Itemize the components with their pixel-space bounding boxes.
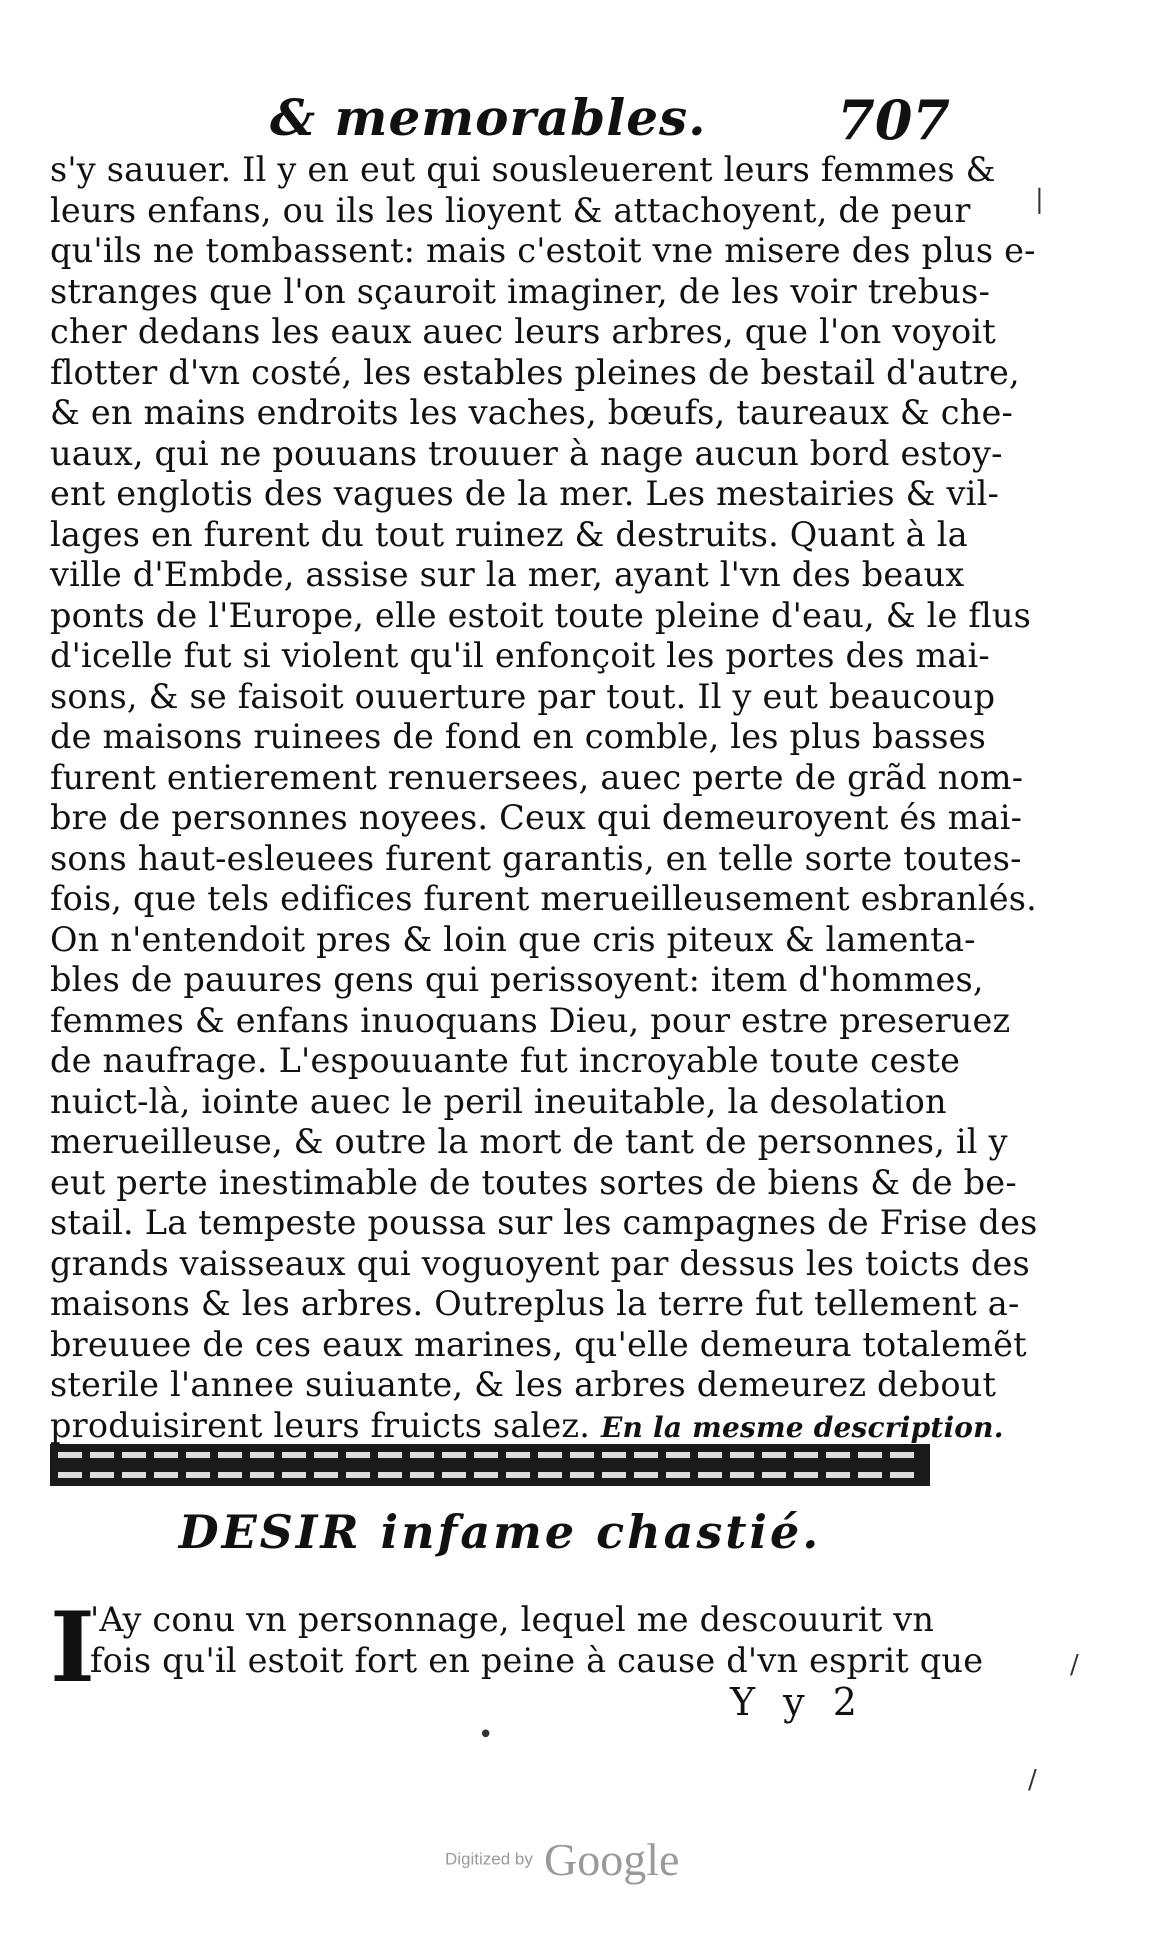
text-line: fois qu'il estoit fort en peine à cause d'vn esprit que (90, 1640, 984, 1680)
text-line: ville d'Embde, assise sur la mer, ayant l'vn des beaux (50, 555, 965, 594)
text-line: cher dedans les eaux auec leurs arbres, que l'on voyoit (50, 312, 996, 351)
text-line: d'icelle fut si violent qu'il enfonçoit les portes des mai- (50, 636, 990, 675)
text-line: 'Ay conu vn personnage, lequel me descouurit vn (90, 1600, 935, 1639)
text-line: bles de pauures gens qui perissoyent: item d'hommes, (50, 960, 984, 999)
text-line: & en mains endroits les vaches, bœufs, taureaux & che- (50, 393, 1014, 432)
watermark-brand: Google (543, 1834, 680, 1885)
text-line: maisons & les arbres. Outreplus la terre fut tellement a- (50, 1284, 1020, 1323)
text-line: furent entierement renuersees, auec perte de grãd nom- (50, 757, 1024, 797)
text-line: On n'entendoit pres & loin que cris piteux & lamenta- (50, 919, 976, 959)
source-note: En la mesme description. (601, 1410, 1004, 1444)
text-line: flotter d'vn costé, les estables pleines de bestail d'autre, (50, 352, 1020, 392)
text-line: grands vaisseaux qui voguoyent par dessus les toicts des (50, 1243, 1030, 1283)
text-line: merueilleuse, & outre la mort de tant de personnes, il y (50, 1122, 1008, 1161)
text-line: bre de personnes noyees. Ceux qui demeuroyent és mai- (50, 798, 1023, 837)
text-line: eut perte inestimable de toutes sortes de biens & de be- (50, 1162, 1017, 1202)
text-line: s'y sauuer. Il y en eut qui sousleuerent leurs femmes & (50, 150, 996, 189)
ornament-band (50, 1440, 930, 1490)
text-line: sons haut-esleuees furent garantis, en telle sorte toutes- (50, 838, 1022, 878)
text-line: stail. La tempeste poussa sur les campagnes de Frise des (50, 1203, 1038, 1242)
drop-cap: I (50, 1591, 95, 1704)
text-line: ent englotis des vagues de la mer. Les mestairies & vil- (50, 474, 1000, 513)
text-line: fois, que tels edifices furent merueilleusement esbranlés. (50, 879, 1037, 918)
text-line: sterile l'annee suiuante, & les arbres demeurez debout (50, 1365, 997, 1404)
text-line: lages en furent du tout ruinez & destruits. Quant à la (50, 514, 968, 554)
section-title: DESIR infame chastié. (178, 1505, 822, 1559)
margin-mark: • (478, 1720, 494, 1750)
margin-mark: / (1028, 1765, 1037, 1795)
signature-mark: Y y 2 (730, 1680, 865, 1724)
text-line: leurs enfans, ou ils les lioyent & attachoyent, de peur (50, 190, 971, 230)
text-line: sons, & se faisoit ouuerture par tout. Il y eut beaucoup (50, 676, 996, 716)
watermark-prefix: Digitized by (445, 1849, 533, 1869)
text-line: stranges que l'on sçauroit imaginer, de les voir trebus- (50, 271, 991, 311)
page-header (270, 88, 950, 158)
page-number: 707 (837, 88, 950, 152)
text-line: de maisons ruinees de fond en comble, les plus basses (50, 717, 987, 756)
text-line: de naufrage. L'espouuante fut incroyable toute ceste (50, 1041, 961, 1080)
running-title: & memorables. (270, 88, 707, 147)
text-line: femmes & enfans inuoquans Dieu, pour estre preseruez (50, 1000, 1011, 1040)
digitization-watermark (445, 1833, 679, 1883)
text-line: uaux, qui ne pouuans trouuer à nage aucun bord estoy- (50, 433, 1003, 473)
margin-mark: / (1070, 1650, 1079, 1680)
text-line: nuict-là, iointe auec le peril ineuitable, la desolation (50, 1081, 947, 1121)
text-line-content: produisirent leurs fruicts salez. (50, 1405, 591, 1445)
margin-mark: | (1035, 185, 1044, 215)
text-line: ponts de l'Europe, elle estoit toute pleine d'eau, & le flus (50, 595, 1032, 635)
text-line: qu'ils ne tombassent: mais c'estoit vne misere des plus e- (50, 231, 1036, 270)
text-line: breuuee de ces eaux marines, qu'elle demeura totalemẽt (50, 1324, 1027, 1364)
main-paragraph (50, 150, 1038, 1446)
